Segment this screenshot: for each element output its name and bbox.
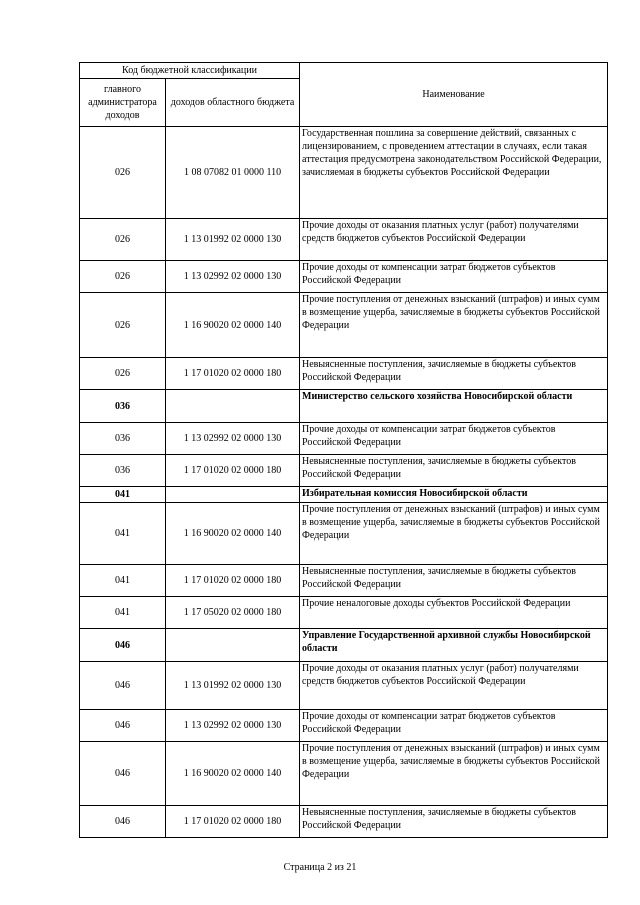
- admin-code-cell: 046: [80, 742, 166, 806]
- table-row: [80, 742, 608, 806]
- name-cell: Прочие доходы от компенсации затрат бюджетов субъектов Российской Федерации: [300, 710, 608, 742]
- admin-code-cell: 046: [80, 806, 166, 838]
- name-cell: Невыясненные поступления, зачисляемые в бюджеты субъектов Российской Федерации: [300, 358, 608, 390]
- income-code-cell: 1 17 01020 02 0000 180: [166, 806, 300, 838]
- table-row: [80, 219, 608, 261]
- name-cell: Прочие поступления от денежных взысканий (штрафов) и иных сумм в возмещение ущерба, зачисляемые в бюджеты субъектов Российской Федерации: [300, 293, 608, 358]
- table-row: [80, 261, 608, 293]
- admin-code-cell: 046: [80, 710, 166, 742]
- name-cell: Невыясненные поступления, зачисляемые в бюджеты субъектов Российской Федерации: [300, 806, 608, 838]
- section-row: [80, 390, 608, 423]
- table-row: [80, 597, 608, 629]
- income-code-cell: [166, 390, 300, 423]
- admin-code-cell: 036: [80, 390, 166, 423]
- admin-code-cell: 036: [80, 455, 166, 487]
- income-code-cell: 1 13 02992 02 0000 130: [166, 261, 300, 293]
- header-income-code: доходов областного бюджета: [166, 79, 300, 127]
- table-row: [80, 565, 608, 597]
- budget-classification-table: [79, 62, 608, 838]
- header-admin-code: главного администратора доходов: [80, 79, 166, 127]
- table-row: [80, 710, 608, 742]
- table-row: [80, 662, 608, 710]
- table-row: [80, 423, 608, 455]
- admin-code-cell: 046: [80, 662, 166, 710]
- section-row: [80, 487, 608, 503]
- income-code-cell: 1 13 02992 02 0000 130: [166, 423, 300, 455]
- admin-code-cell: 026: [80, 358, 166, 390]
- income-code-cell: 1 16 90020 02 0000 140: [166, 742, 300, 806]
- income-code-cell: 1 16 90020 02 0000 140: [166, 293, 300, 358]
- admin-code-cell: 026: [80, 127, 166, 219]
- admin-code-cell: 026: [80, 261, 166, 293]
- table-row: [80, 455, 608, 487]
- name-cell: Управление Государственной архивной службы Новосибирской области: [300, 629, 608, 662]
- admin-code-cell: 046: [80, 629, 166, 662]
- income-code-cell: 1 17 01020 02 0000 180: [166, 565, 300, 597]
- admin-code-cell: 026: [80, 293, 166, 358]
- table-row: [80, 806, 608, 838]
- income-code-cell: 1 17 01020 02 0000 180: [166, 455, 300, 487]
- header-name: Наименование: [300, 63, 608, 127]
- name-cell: Избирательная комиссия Новосибирской области: [300, 487, 608, 503]
- name-cell: Министерство сельского хозяйства Новосибирской области: [300, 390, 608, 423]
- admin-code-cell: 026: [80, 219, 166, 261]
- admin-code-cell: 041: [80, 565, 166, 597]
- table-row: [80, 293, 608, 358]
- income-code-cell: 1 16 90020 02 0000 140: [166, 503, 300, 565]
- income-code-cell: [166, 629, 300, 662]
- name-cell: Прочие доходы от компенсации затрат бюджетов субъектов Российской Федерации: [300, 423, 608, 455]
- name-cell: Прочие поступления от денежных взысканий (штрафов) и иных сумм в возмещение ущерба, зачисляемые в бюджеты субъектов Российской Федерации: [300, 742, 608, 806]
- income-code-cell: 1 17 01020 02 0000 180: [166, 358, 300, 390]
- table-body: [80, 127, 608, 838]
- admin-code-cell: 036: [80, 423, 166, 455]
- table-row: [80, 503, 608, 565]
- table-row: [80, 358, 608, 390]
- admin-code-cell: 041: [80, 597, 166, 629]
- name-cell: Невыясненные поступления, зачисляемые в бюджеты субъектов Российской Федерации: [300, 565, 608, 597]
- name-cell: Прочие поступления от денежных взысканий (штрафов) и иных сумм в возмещение ущерба, зачисляемые в бюджеты субъектов Российской Федерации: [300, 503, 608, 565]
- name-cell: Государственная пошлина за совершение действий, связанных с лицензированием, с проведением аттестации в случаях, если такая аттестация предусмотрена законодательством Российской Федерации, зачисляемая в бюджеты субъектов Российской Федерации: [300, 127, 608, 219]
- table-row: [80, 127, 608, 219]
- income-code-cell: 1 08 07082 01 0000 110: [166, 127, 300, 219]
- income-code-cell: 1 17 05020 02 0000 180: [166, 597, 300, 629]
- income-code-cell: 1 13 01992 02 0000 130: [166, 219, 300, 261]
- name-cell: Прочие неналоговые доходы субъектов Российской Федерации: [300, 597, 608, 629]
- income-code-cell: 1 13 01992 02 0000 130: [166, 662, 300, 710]
- admin-code-cell: 041: [80, 487, 166, 503]
- name-cell: Прочие доходы от компенсации затрат бюджетов субъектов Российской Федерации: [300, 261, 608, 293]
- admin-code-cell: 041: [80, 503, 166, 565]
- name-cell: Невыясненные поступления, зачисляемые в бюджеты субъектов Российской Федерации: [300, 455, 608, 487]
- income-code-cell: 1 13 02992 02 0000 130: [166, 710, 300, 742]
- section-row: [80, 629, 608, 662]
- name-cell: Прочие доходы от оказания платных услуг (работ) получателями средств бюджетов субъектов Российской Федерации: [300, 662, 608, 710]
- income-code-cell: [166, 487, 300, 503]
- page-number: Страница 2 из 21: [283, 862, 357, 873]
- header-budget-code-group: Код бюджетной классификации: [80, 63, 300, 79]
- name-cell: Прочие доходы от оказания платных услуг (работ) получателями средств бюджетов субъектов Российской Федерации: [300, 219, 608, 261]
